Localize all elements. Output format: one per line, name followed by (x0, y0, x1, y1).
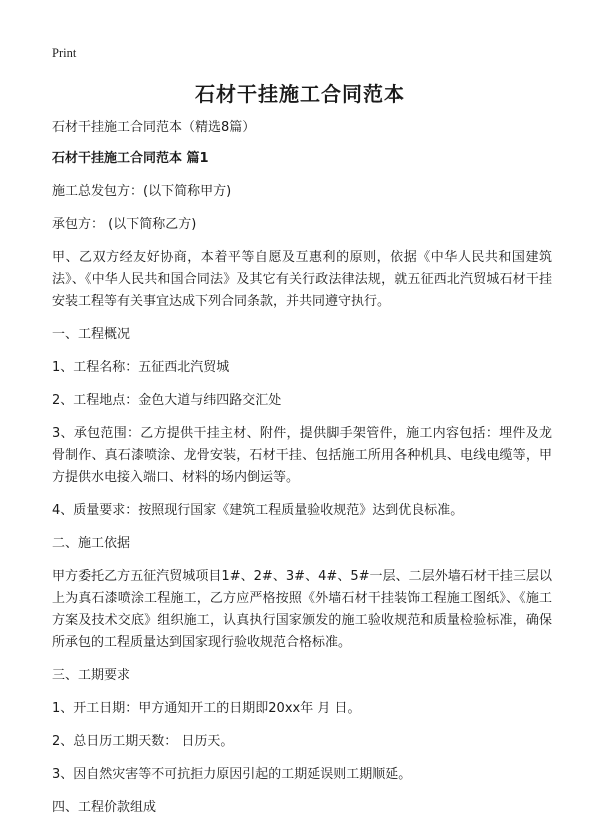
section-heading: 石材干挂施工合同范本 篇1 (52, 151, 209, 166)
paragraph-quality: 4、质量要求：按照现行国家《建筑工程质量验收规范》达到优良标准。 (52, 503, 464, 518)
heading-project-overview: 一、工程概况 (52, 327, 131, 342)
paragraph-duration: 2、总日历工期天数： 日历天。 (52, 734, 234, 749)
paragraph-party-a: 施工总发包方：(以下简称甲方) (52, 184, 232, 199)
paragraph-party-b: 承包方： (以下简称乙方) (52, 217, 197, 232)
document-body (52, 117, 552, 830)
print-link[interactable]: Print (52, 46, 77, 60)
paragraph-project-location: 2、工程地点：金色大道与纬四路交汇处 (52, 393, 282, 408)
paragraph-project-name: 1、工程名称：五征西北汽贸城 (52, 360, 230, 375)
paragraph-preamble: 甲、乙双方经友好协商，本着平等自愿及互惠利的原则，依据《中华人民共和国建筑法》、《中华人民共和国合同法》及其它有关行政法律法规，就五征西北汽贸城石材干挂安装工程等有关事宜达成下列合同条款，并共同遵守执行。 (52, 250, 552, 309)
paragraph-start-date: 1、开工日期：甲方通知开工的日期即20xx年 月 日。 (52, 701, 361, 716)
heading-price: 四、工程价款组成 (52, 800, 157, 815)
document-subtitle: 石材干挂施工合同范本（精选8篇） (52, 120, 256, 135)
page-title: 石材干挂施工合同范本 (195, 82, 405, 106)
paragraph-delay: 3、因自然灾害等不可抗拒力原因引起的工期延误则工期顺延。 (52, 767, 412, 782)
heading-construction-basis: 二、施工依据 (52, 536, 131, 551)
heading-schedule: 三、工期要求 (52, 668, 131, 683)
paragraph-scope: 3、承包范围：乙方提供干挂主材、附件，提供脚手架管件，施工内容包括：埋件及龙骨制作、真石漆喷涂、龙骨安装，石材干挂、包括施工所用各种机具、电线电缆等，甲方提供水电接入端口、材料的场内倒运等。 (52, 426, 552, 485)
paragraph-basis: 甲方委托乙方五征汽贸城项目1#、2#、3#、4#、5#一层、二层外墙石材干挂三层以上为真石漆喷涂工程施工，乙方应严格按照《外墙石材干挂装饰工程施工图纸》、《施工方案及技术交底》组织施工，认真执行国家颁发的施工验收规范和质量检验标准，确保所承包的工程质量达到国家现行验收规范合格标准。 (52, 569, 552, 650)
